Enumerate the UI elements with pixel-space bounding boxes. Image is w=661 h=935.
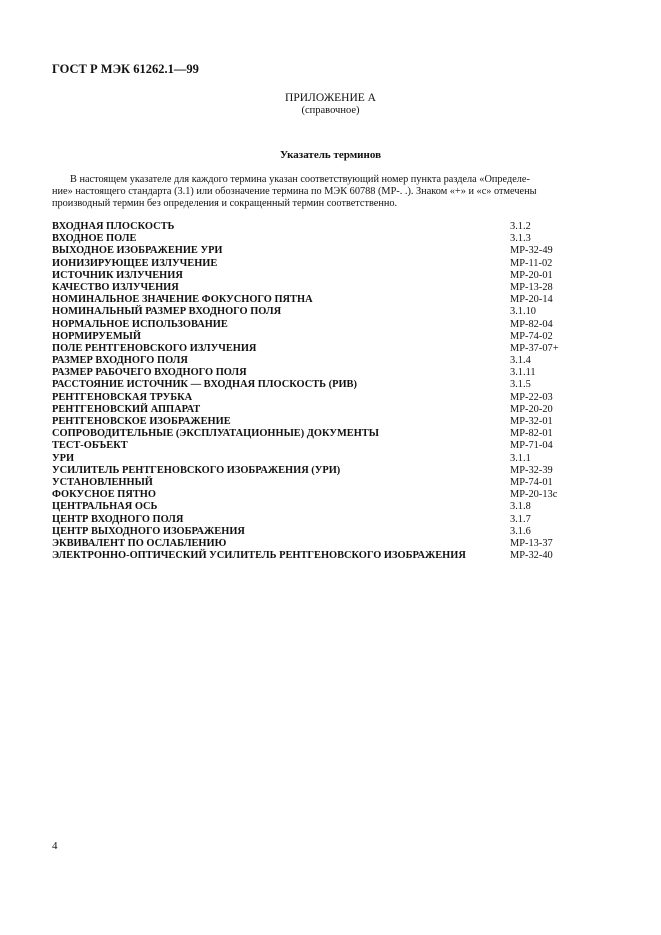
term-reference: 3.1.4 xyxy=(510,355,531,367)
term-reference: МР-20-14 xyxy=(510,294,553,306)
intro-line: производный термин без определения и сокращенный термин соответственно. xyxy=(52,198,398,209)
term-name: ИСТОЧНИК ИЗЛУЧЕНИЯ xyxy=(52,269,183,281)
term-row xyxy=(52,550,612,562)
term-name: РАССТОЯНИЕ ИСТОЧНИК — ВХОДНАЯ ПЛОСКОСТЬ (РИВ) xyxy=(52,379,357,391)
terms-index xyxy=(52,221,612,562)
term-reference: 3.1.7 xyxy=(510,513,531,525)
term-reference: МР-11-02 xyxy=(510,257,553,269)
term-reference: МР-74-02 xyxy=(510,330,553,342)
term-row xyxy=(52,319,612,331)
term-row xyxy=(52,465,612,477)
intro-line: В настоящем указателе для каждого термина указан соответствующий номер пункта раздела «Определе- xyxy=(70,174,530,185)
term-reference: МР-37-07+ xyxy=(510,342,559,354)
term-name: ЭЛЕКТРОННО-ОПТИЧЕСКИЙ УСИЛИТЕЛЬ РЕНТГЕНОВСКОГО ИЗОБРАЖЕНИЯ xyxy=(52,550,466,562)
term-name: КАЧЕСТВО ИЗЛУЧЕНИЯ xyxy=(52,281,179,293)
term-reference: МР-22-03 xyxy=(510,391,553,403)
term-reference: МР-32-01 xyxy=(510,416,553,427)
term-row xyxy=(52,379,612,391)
term-row xyxy=(52,355,612,367)
term-name: ТЕСТ-ОБЪЕКТ xyxy=(52,440,128,452)
term-row xyxy=(52,453,612,465)
term-row xyxy=(52,270,612,282)
term-name: ВХОДНАЯ ПЛОСКОСТЬ xyxy=(52,221,175,232)
term-name: РАЗМЕР ВХОДНОГО ПОЛЯ xyxy=(52,355,188,367)
term-name: ВЫХОДНОЕ ИЗОБРАЖЕНИЕ УРИ xyxy=(52,245,223,257)
term-name: РЕНТГЕНОВСКИЙ АППАРАТ xyxy=(52,403,201,415)
term-reference: МР-74-01 xyxy=(510,476,553,488)
term-row xyxy=(52,514,612,526)
term-row xyxy=(52,416,612,428)
term-reference: 3.1.1 xyxy=(510,452,531,464)
term-row xyxy=(52,233,612,245)
term-name: НОМИНАЛЬНОЕ ЗНАЧЕНИЕ ФОКУСНОГО ПЯТНА xyxy=(52,294,313,306)
term-row xyxy=(52,392,612,404)
term-name: ВХОДНОЕ ПОЛЕ xyxy=(52,233,137,245)
term-row xyxy=(52,538,612,550)
term-row xyxy=(52,282,612,294)
term-row xyxy=(52,404,612,416)
term-row xyxy=(52,526,612,538)
term-reference: 3.1.5 xyxy=(510,379,531,391)
term-name: СОПРОВОДИТЕЛЬНЫЕ (ЭКСПЛУАТАЦИОННЫЕ) ДОКУМЕНТЫ xyxy=(52,428,379,440)
term-name: ЦЕНТР ВЫХОДНОГО ИЗОБРАЖЕНИЯ xyxy=(52,525,245,537)
term-name: ЭКВИВАЛЕНТ ПО ОСЛАБЛЕНИЮ xyxy=(52,537,227,549)
term-reference: МР-32-49 xyxy=(510,245,553,257)
term-row xyxy=(52,489,612,501)
appendix-title: ПРИЛОЖЕНИЕ А xyxy=(285,92,376,104)
term-row xyxy=(52,428,612,440)
term-reference: МР-13-28 xyxy=(510,281,553,293)
term-reference: МР-82-04 xyxy=(510,318,553,330)
term-name: НОРМИРУЕМЫЙ xyxy=(52,330,141,342)
term-reference: МР-32-39 xyxy=(510,464,553,476)
term-reference: 3.1.11 xyxy=(510,367,536,379)
term-name: УРИ xyxy=(52,452,75,464)
index-title: Указатель терминов xyxy=(279,149,382,161)
term-reference: МР-82-01 xyxy=(510,428,553,440)
term-row xyxy=(52,501,612,513)
term-name: ИОНИЗИРУЮЩЕЕ ИЗЛУЧЕНИЕ xyxy=(52,257,218,269)
page-number: 4 xyxy=(52,840,58,852)
intro-paragraph xyxy=(52,174,612,210)
document-header: ГОСТ Р МЭК 61262.1—99 xyxy=(52,62,199,76)
term-name: НОРМАЛЬНОЕ ИСПОЛЬЗОВАНИЕ xyxy=(52,318,228,330)
term-name: РАЗМЕР РАБОЧЕГО ВХОДНОГО ПОЛЯ xyxy=(52,367,247,379)
term-name: УСИЛИТЕЛЬ РЕНТГЕНОВСКОГО ИЗОБРАЖЕНИЯ (УРИ) xyxy=(52,464,341,476)
term-name: ЦЕНТРАЛЬНАЯ ОСЬ xyxy=(52,501,158,513)
term-row xyxy=(52,477,612,489)
term-name: НОМИНАЛЬНЫЙ РАЗМЕР ВХОДНОГО ПОЛЯ xyxy=(52,306,282,318)
term-reference: МР-20-01 xyxy=(510,269,553,281)
term-reference: 3.1.3 xyxy=(510,233,531,245)
term-row xyxy=(52,343,612,355)
term-reference: 3.1.2 xyxy=(510,221,531,232)
term-reference: МР-13-37 xyxy=(510,537,553,549)
term-row xyxy=(52,294,612,306)
term-name: ПОЛЕ РЕНТГЕНОВСКОГО ИЗЛУЧЕНИЯ xyxy=(52,342,257,354)
term-reference: 3.1.6 xyxy=(510,525,531,537)
appendix-subtitle: (справочное) xyxy=(301,105,360,116)
term-reference: МР-20-13с xyxy=(510,489,558,501)
term-reference: МР-32-40 xyxy=(510,550,553,562)
term-row xyxy=(52,245,612,257)
term-name: ЦЕНТР ВХОДНОГО ПОЛЯ xyxy=(52,513,184,525)
term-reference: МР-71-04 xyxy=(510,440,553,452)
term-name: РЕНТГЕНОВСКОЕ ИЗОБРАЖЕНИЕ xyxy=(52,416,231,427)
term-row xyxy=(52,221,612,233)
term-row xyxy=(52,367,612,379)
term-reference: МР-20-20 xyxy=(510,403,553,415)
term-name: УСТАНОВЛЕННЫЙ xyxy=(52,476,153,488)
term-row xyxy=(52,331,612,343)
term-row xyxy=(52,258,612,270)
term-reference: 3.1.8 xyxy=(510,501,531,513)
term-reference: 3.1.10 xyxy=(510,306,536,318)
term-name: РЕНТГЕНОВСКАЯ ТРУБКА xyxy=(52,391,193,403)
term-row xyxy=(52,306,612,318)
intro-line: ние» настоящего стандарта (3.1) или обозначение термина по МЭК 60788 (МР-. .). Знаком «+» и «с» отмечены xyxy=(52,186,537,197)
term-name: ФОКУСНОЕ ПЯТНО xyxy=(52,489,156,501)
term-row xyxy=(52,440,612,452)
